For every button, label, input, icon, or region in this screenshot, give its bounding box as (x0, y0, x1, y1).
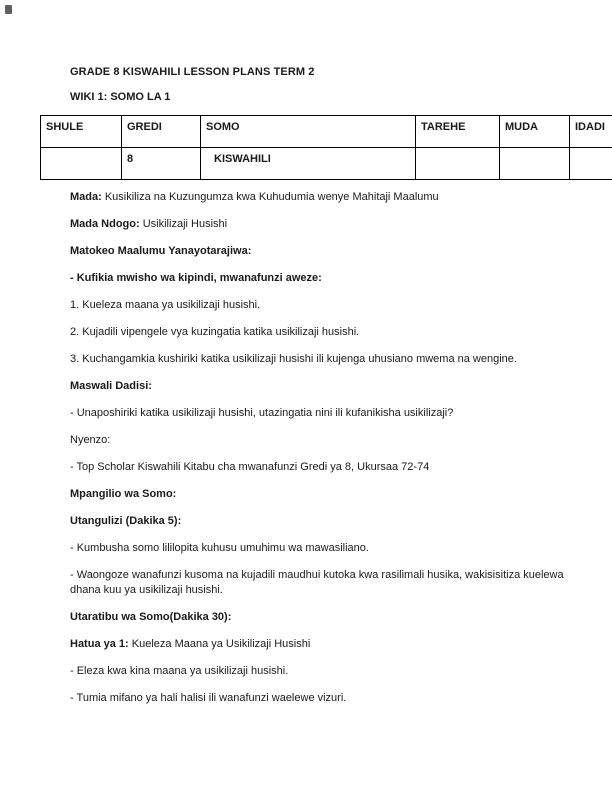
paragraph-utaratibu-heading: Utaratibu wa Somo(Dakika 30): (70, 611, 232, 623)
paragraph-objective-2: 2. Kujadili vipengele vya kuzingatia katika usikilizaji husishi. (70, 326, 360, 338)
table-header-row (41, 116, 612, 148)
value-cell-somo (201, 148, 416, 180)
paragraph-maswali-heading: Maswali Dadisi: (70, 380, 152, 392)
value-cell-gredi: 8 (122, 148, 201, 180)
value-cell-muda (500, 148, 570, 180)
lesson-info-table (40, 115, 612, 180)
paragraph-matokeo-heading: Matokeo Maalumu Yanayotarajiwa: (70, 245, 252, 257)
paragraph-maswali-question: - Unaposhiriki katika usikilizaji husishi, utazingatia nini ili kufanikisha usikilizaji? (70, 407, 454, 419)
header-cell-tarehe: TAREHE (416, 116, 500, 148)
value-cell-tarehe (416, 148, 500, 180)
paragraph-nyenzo-item: - Top Scholar Kiswahili Kitabu cha mwanafunzi Gredi ya 8, Ukursaa 72-74 (70, 461, 430, 473)
page-corner-artifact (5, 5, 12, 14)
paragraph-mada: Mada: Kusikiliza na Kuzungumza kwa Kuhudumia wenye Mahitaji Maalumu (70, 191, 439, 203)
table-value-row (41, 148, 612, 180)
document-subtitle: WIKI 1: SOMO LA 1 (70, 91, 171, 103)
paragraph-kumbusha: - Kumbusha somo lililopita kuhusu umuhimu wa mawasiliano. (70, 542, 369, 554)
subject-value: KISWAHILI (214, 153, 271, 165)
header-cell-somo: SOMO (201, 116, 416, 148)
paragraph-mpangilio-heading: Mpangilio wa Somo: (70, 488, 177, 500)
paragraph-tumia: - Tumia mifano ya hali halisi ili wanafunzi waelewe vizuri. (70, 692, 347, 704)
paragraph-hatua-1: Hatua ya 1: Kueleza Maana ya Usikilizaji Husishi (70, 638, 311, 650)
header-cell-muda: MUDA (500, 116, 570, 148)
paragraph-objective-3: 3. Kuchangamkia kushiriki katika usikilizaji husishi ili kujenga uhusiano mwema na wengine. (70, 353, 517, 365)
header-cell-gredi: GREDI (122, 116, 201, 148)
paragraph-utangulizi-heading: Utangulizi (Dakika 5): (70, 515, 182, 527)
value-cell-idadi (570, 148, 612, 180)
paragraph-waongoze: - Waongoze wanafunzi kusoma na kujadili maudhui kutoka kwa rasilimali husika, wakisisitiza kuelewa dhana kuu ya usikilizaji husishi. (70, 569, 564, 596)
paragraph-nyenzo-heading: Nyenzo: (70, 434, 111, 446)
value-cell-shule (41, 148, 122, 180)
paragraph-objective-1: 1. Kueleza maana ya usikilizaji husishi. (70, 299, 261, 311)
paragraph-mada-ndogo: Mada Ndogo: Usikilizaji Husishi (70, 218, 228, 230)
header-cell-shule: SHULE (41, 116, 122, 148)
header-cell-idadi: IDADI (570, 116, 612, 148)
paragraph-kufikia: - Kufikia mwisho wa kipindi, mwanafunzi aweze: (70, 272, 322, 284)
document-title: GRADE 8 KISWAHILI LESSON PLANS TERM 2 (70, 66, 315, 78)
paragraph-eleza: - Eleza kwa kina maana ya usikilizaji husishi. (70, 665, 289, 677)
